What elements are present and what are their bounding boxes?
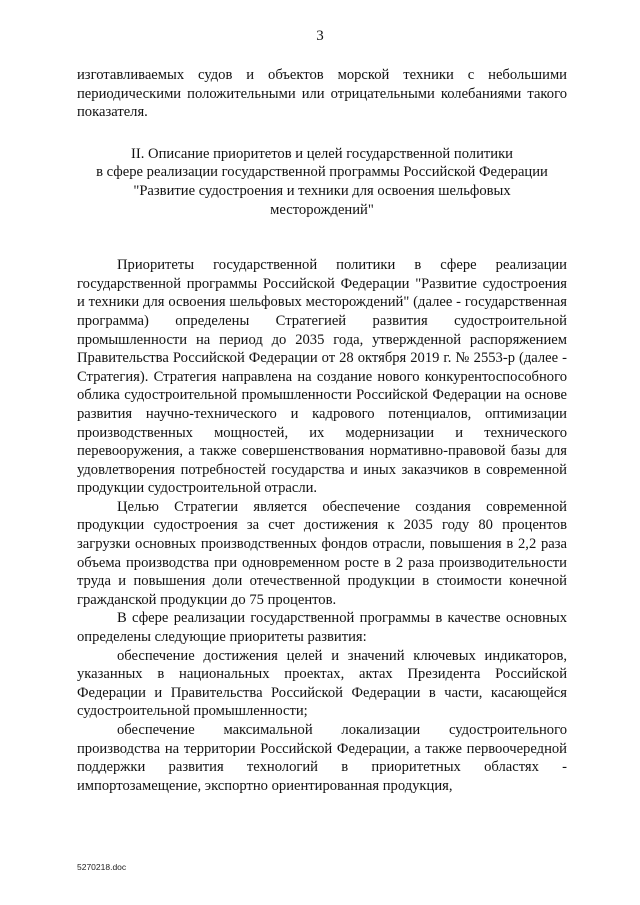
continuation-paragraph: изготавливаемых судов и объектов морской техники с небольшими периодическими положительными или отрицательными колебаниями такого показателя.: [77, 67, 567, 121]
body-paragraph: В сфере реализации государственной программы в качестве основных определены следующие приоритеты развития:: [77, 610, 567, 646]
footer-filename: 5270218.doc: [77, 862, 127, 872]
body-paragraph: Целью Стратегии является обеспечение создания современной продукции судостроения за счет достижения к 2035 году 80 процентов загрузки основных производственных фондов отрасли, повышения в 2,2 раза объема производства при одновременном росте в 2 раза производительности труда и повышения доли отечественной продукции в стоимости конечной гражданской продукции до 75 процентов.: [77, 498, 567, 608]
body-paragraph: Приоритеты государственной политики в сфере реализации государственной программы Российской Федерации "Развитие судостроения и техники для освоения шельфовых месторождений" (далее - государственная программа) определены Стратегией развития судостроительной промышленности на период до 2035 года, утвержденной распоряжением Правительства Российской Федерации от 28 октября 2019 г. № 2553-р (далее - Стратегия). Стратегия направлена на создание нового конкурентоспособного облика судостроительной промышленности Российской Федерации на основе развития научно-технического и кадрового потенциалов, оптимизации производственных мощностей, их модернизации и технического перевооружения, а также совершенствования нормативно-правовой базы для удовлетворения потребностей государства и иных заказчиков в современной продукции судостроительной отрасли.: [77, 257, 567, 497]
body-paragraph: обеспечение достижения целей и значений ключевых индикаторов, указанных в национальных проектах, актах Президента Российской Федерации и Правительства Российской Федерации в части, касающейся судостроительной промышленности;: [77, 647, 567, 720]
section-heading: [77, 145, 567, 219]
section-heading-line: II. Описание приоритетов и целей государственной политики: [131, 145, 513, 162]
document-body: [77, 66, 567, 795]
section-heading-line: "Развитие судостроения и техники для освоения шельфовых: [133, 182, 511, 199]
section-heading-line: в сфере реализации государственной программы Российской Федерации: [96, 164, 548, 181]
body-paragraph: обеспечение максимальной локализации судостроительного производства на территории Российской Федерации, а также первоочередной поддержки развития технологий в приоритетных областях - импортозамещение, экспортно ориентированная продукция,: [77, 722, 567, 794]
section-heading-line: месторождений": [270, 201, 374, 218]
page-number: 3: [316, 28, 324, 44]
